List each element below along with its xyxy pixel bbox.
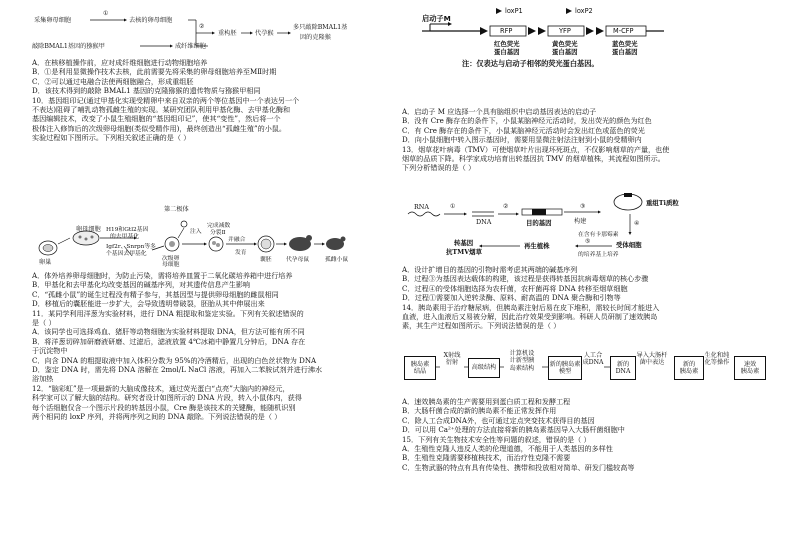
q12-option-c: C．有 Cre 酶存在的条件下，小鼠某脑神经元活动时会发出红色或蓝色的荧光 <box>402 125 645 135</box>
q13-option-c: C．过程④的受体细胞选择为农杆菌，农杆菌再将 DNA 转移至烟草细胞 <box>402 283 628 293</box>
fig12-loxp2-label: loxP2 <box>575 7 593 15</box>
fig9-step1: ① <box>103 10 109 17</box>
q13-stem-line3: 下列分析错误的是（ ） <box>402 163 476 173</box>
fig12-red-gene-line2: 蛋白基因 <box>494 48 520 56</box>
q13-stem-line1: 13．烟草花叶病毒（TMV）可使烟草叶片出现坏死斑点，不仅影响烟草的产量，也使 <box>402 144 670 154</box>
q9-option-c: C．②可以通过电融合法使两细胞融合，形成重组胚 <box>32 76 194 86</box>
fig10-blastocyst-label: 囊胚 <box>260 257 272 263</box>
q10-stem-line4: 极体注入修饰后的次级卵母细胞(类似受精作用)，最终创造出“孤雌生殖”的小鼠。 <box>32 123 286 133</box>
fig12-red-gene-line1: 红色荧光 <box>494 40 520 48</box>
q10-stem-line2: 不表达)阻碍了哺乳动物孤雌生殖的实现。某研究团队利用甲基化酶、去甲基化酶和 <box>32 105 291 115</box>
q10-stem-line1: 10．基因组印记(通过甲基化实现受精卵中来自双亲的两个等位基因中一个表达另一个 <box>32 95 300 105</box>
q11-option-a: A．该同学也可选择鸡血、猪肝等动物细胞为实验材料提取 DNA，但方法可能有所不同 <box>32 327 305 337</box>
figure-12-construct <box>420 4 780 82</box>
q10-stem-line5: 实验过程如下图所示。下列相关叙述正确的是（ ） <box>32 133 191 143</box>
fig14-synth-dna: 人工合 成DNA <box>582 351 604 366</box>
fig14-new-dna: 新的 DNA <box>610 356 636 380</box>
fig14-new-model: 新的胰岛素 模型 <box>548 356 582 380</box>
fig12-blue-gene-line1: 蓝色荧光 <box>612 40 638 48</box>
q10-option-c: C．“孤雌小鼠”的诞生过程没有精子参与，其基因型与提供卵母细胞的雌鼠相同 <box>32 289 279 299</box>
q15-option-c: C．生物武器的特点有具有传染性、携带和投放相对简单、研发门槛较高等 <box>402 462 635 472</box>
q14-option-c: C．除人工合成DNA外，也可通过定点突变技术获得目的基因 <box>402 415 595 425</box>
fig14-xray: X射线 衍射 <box>440 350 464 368</box>
fig9-knockout-macaque: 敲除BMAL1基因的猕猴甲 <box>32 43 105 50</box>
fig12-note: 注：仅表达与启动子相邻的荧光蛋白基因。 <box>462 59 599 68</box>
fig9-reconstructed-embryo: 重构胚 <box>218 30 237 37</box>
fig9-cloned-monkeys-line1: 多只敲除BMAL1基 <box>293 24 348 31</box>
fig10-mod-b-line2: 个基因去甲基化 <box>106 251 147 257</box>
q11-stem-line1: 11．某同学利用洋葱为实验材料，进行 DNA 粗提取和鉴定实验。下列有关叙述错误的 <box>32 308 304 318</box>
fig13-recipient-label: 受体细胞 <box>616 241 642 249</box>
q10-option-a: A．体外培养卵母细胞时，为防止污染，需将培养皿置于二氧化碳培养箱中进行培养 <box>32 271 293 280</box>
fig10-mod-a-line1: H19和Gtl2基因 <box>106 227 149 233</box>
fig13-dna-label: DNA <box>476 218 492 226</box>
q9-option-b: B．①是利用显微操作技术去核，此前需要先将采集的卵母细胞培养至MⅡ时期 <box>32 67 277 77</box>
fig12-yellow-gene-line2: 蛋白基因 <box>552 48 578 56</box>
fig13-step4: ④ <box>634 220 640 227</box>
q14-option-d: D．可以用 Ca²⁺处理的方法直接将新的胰岛素基因导入大肠杆菌细胞中 <box>402 425 625 435</box>
fig10-inject-label: 注入 <box>190 229 202 235</box>
fig13-culture-line1: 在含有卡那霉素 <box>578 232 619 238</box>
fig13-build-label: 构建 <box>574 218 587 225</box>
q14-option-a: A．速效胰岛素的生产需要用到蛋白质工程和发酵工程 <box>402 397 571 406</box>
fig10-oocyte-label: 卵母细胞 <box>76 226 101 233</box>
q12-option-b: B．没有 Cre 酶存在的条件下，小鼠某脑神经元活动时，发出荧光的颜色为红色 <box>402 116 652 126</box>
q15-option-b: B．生殖性克隆需要移植核技术，而治疗性克隆不需要 <box>402 453 571 463</box>
q13-option-a: A．设计扩增目的基因的引物时需考虑其两端的碱基序列 <box>402 265 578 274</box>
q12-stem-line4: 两个相同的 loxP 序列，并将两序列之间的 DNA 敲除。下列说法错误的是（ ） <box>32 412 282 422</box>
fig14-computer-design: 计算机设 计新型胰 岛素结构 <box>504 348 540 374</box>
q9-option-a: A．在核移植操作前，应对成纤维细胞进行动物细胞培养 <box>32 58 208 67</box>
fig14-fast-insulin: 速效 胰岛素 <box>734 356 766 380</box>
q10-option-b: B．甲基化和去甲基化均改变基因的碱基序列，对其遗传信息产生影响 <box>32 280 251 290</box>
fig13-tmv-line1: 转基因 <box>454 239 474 247</box>
figure-14-flowchart <box>404 346 774 388</box>
fig14-new-insulin: 新的 胰岛素 <box>674 356 704 380</box>
fig13-step1: ① <box>450 203 456 210</box>
fig9-surrogate: 代孕猴 <box>255 30 274 37</box>
fig13-plasmid-label: 重组Ti质粒 <box>646 199 679 207</box>
q11-option-b: B．将洋葱切碎加研磨液研磨、过滤后，滤液放置 4℃冰箱中静置几分钟后，DNA 存在 <box>32 336 306 346</box>
q11-option-c: C．向含 DNA 的粗提取液中加入体积分数为 95%的冷酒精后，出现的白色丝状物为 DNA <box>32 355 317 365</box>
fig9-collect-oocyte: 采集卵母细胞 <box>34 17 72 24</box>
q13-option-b: B．过程③为基因表达载体的构建，该过程是获得转基因抗病毒烟草的核心步骤 <box>402 274 649 284</box>
fig10-secondary-oocyte-line2: 母细胞 <box>162 262 180 268</box>
q13-stem-line2: 烟草的品质下降。科学家成功培育出转基因抗 TMV 的烟草植株，其流程如图所示。 <box>402 154 665 164</box>
q12-option-a: A．启动子 M 应选择一个具有脑组织中启动基因表达的启动子 <box>402 107 597 116</box>
fig12-promoter-label: 启动子M <box>422 14 451 23</box>
fig10-mod-b-line1: Igf2r、Snrpn等多 <box>106 244 156 250</box>
left-column-block-2 <box>32 271 392 422</box>
fig13-culture-line2: 的培养基上培养 <box>578 252 619 258</box>
q11-option-b-cont: 于沉淀物中 <box>32 346 68 356</box>
figure-12-shapes <box>420 4 780 82</box>
q13-option-d: D．过程①需要加入逆转录酶、原料、耐高温的 DNA 聚合酶和引物等 <box>402 293 621 303</box>
right-column-block-3 <box>402 397 774 472</box>
q14-stem-line2: 血液，进入血液后又易被分解，因此治疗效果受到影响。科研人员研制了速效胰岛 <box>402 312 658 322</box>
fig13-target-gene-label: 目的基因 <box>526 219 552 227</box>
q12-stem-line1: 12．“脑彩虹”是一项最新的大脑成像技术，通过荧光蛋白“点亮”大脑内的神经元， <box>32 383 290 393</box>
fig13-step3: ③ <box>580 203 586 210</box>
fig14-purify: 生化和纯 化等操作 <box>704 351 730 366</box>
fig12-blue-gene-line2: 蛋白基因 <box>612 48 638 56</box>
fig12-yfp-label: YFP <box>559 27 571 35</box>
fig13-tmv-line2: 抗TMV烟草 <box>446 248 482 256</box>
left-column-block-1 <box>32 58 392 143</box>
q12-option-d: D．向小鼠细胞中转入图示基因时，需要用显微注射法注射到小鼠的受精卵内 <box>402 135 642 145</box>
q15-option-a: A．生殖性克隆人违反人类的伦理道德，不能用于人类基因的多样性 <box>402 444 613 454</box>
fig13-step2: ② <box>503 203 509 210</box>
fig9-step2: ② <box>199 23 205 30</box>
fig10-complete-line2: 分裂Ⅱ <box>210 230 226 236</box>
q11-stem-line2: 是（ ） <box>32 318 56 328</box>
figure-13-flowchart <box>402 176 774 262</box>
q9-option-d: D．该技术得到的敲除 BMAL1 基因的克隆猕猴的遗传物质与猕猴甲相同 <box>32 86 261 96</box>
right-column-block-1 <box>402 107 774 173</box>
fig10-complete-line1: 完成减数 <box>207 223 231 229</box>
fig10-mouse-label: 孤雌小鼠 <box>325 257 349 263</box>
q10-stem-line3: 基因编辑技术，改变了小鼠生殖细胞的“基因组印记”，使其“变性”，然后将一个 <box>32 114 281 124</box>
fig14-insulin-crystal: 胰岛素 结晶 <box>404 356 436 380</box>
q14-stem-line3: 素，其生产过程如图所示。下列说法错误的是（ ） <box>402 321 561 331</box>
fig9-cloned-monkeys-line2: 因的克隆猴 <box>300 34 331 41</box>
fig10-secondary-oocyte-line1: 次级卵 <box>162 256 180 262</box>
q12-stem-line3: 每个活细胞仅含一个图示片段的转基因小鼠，Cre 酶是该技术的关键酶，能随机识别 <box>32 402 296 412</box>
q15-stem: 15．下列有关生物技术安全性等问题的叙述，错误的是（ ） <box>402 434 591 444</box>
fig13-step5: ⑤ <box>585 238 591 245</box>
fig10-develop-label: 发育 <box>235 250 247 256</box>
figure-9-flowchart <box>32 8 392 54</box>
fig12-yellow-gene-line1: 黄色荧光 <box>552 40 578 48</box>
fig10-fuse-label: 并融合 <box>228 237 246 243</box>
fig9-enucleated-oocyte: 去核的卵母细胞 <box>129 17 173 24</box>
fig13-rna-label: RNA <box>414 203 430 211</box>
fig14-high-structure: 高级结构 <box>468 358 500 378</box>
fig13-regen-label: 再生植株 <box>524 242 550 250</box>
fig12-rfp-label: RFP <box>500 27 513 35</box>
q11-option-d: D．鉴定 DNA 时，需先将 DNA 溶解在 2mol/L NaCl 溶液，再加入二苯胺试剂并进行沸水 <box>32 365 323 375</box>
fig14-ecoli-express: 导入大肠杆 菌中表达 <box>636 351 668 366</box>
figure-10-diagram <box>32 204 392 266</box>
fig12-loxp1-label: loxP1 <box>505 7 523 15</box>
right-column-block-2 <box>402 265 774 331</box>
q12-stem-line2: 科学家可以了解大脑的结构。研究者设计如图所示的 DNA 片段，转入小鼠体内，获得 <box>32 393 302 403</box>
fig10-mod-a-line2: 的去甲基化 <box>110 234 139 240</box>
q10-option-d: D．移植后的囊胚能进一步扩大，会导致透明带破裂，胚胎从其中伸展出来 <box>32 299 265 309</box>
fig12-mcfp-label: M-CFP <box>613 27 634 35</box>
fig9-fibroblast: 成纤维细胞 <box>175 43 206 50</box>
q11-option-d-cont: 浴加热 <box>32 374 54 384</box>
q14-option-b: B．大肠杆菌合成的新的胰岛素不能正常发挥作用 <box>402 406 557 416</box>
fig10-surrogate-label: 代孕母鼠 <box>286 257 310 263</box>
q14-stem-line1: 14．胰岛素用于治疗糖尿病，但胰岛素注射后易在皮下堆积，需较长时间才能进入 <box>402 302 660 312</box>
fig10-second-polar-body: 第二极体 <box>164 206 189 213</box>
fig10-ovary-label: 卵巢 <box>39 259 52 266</box>
